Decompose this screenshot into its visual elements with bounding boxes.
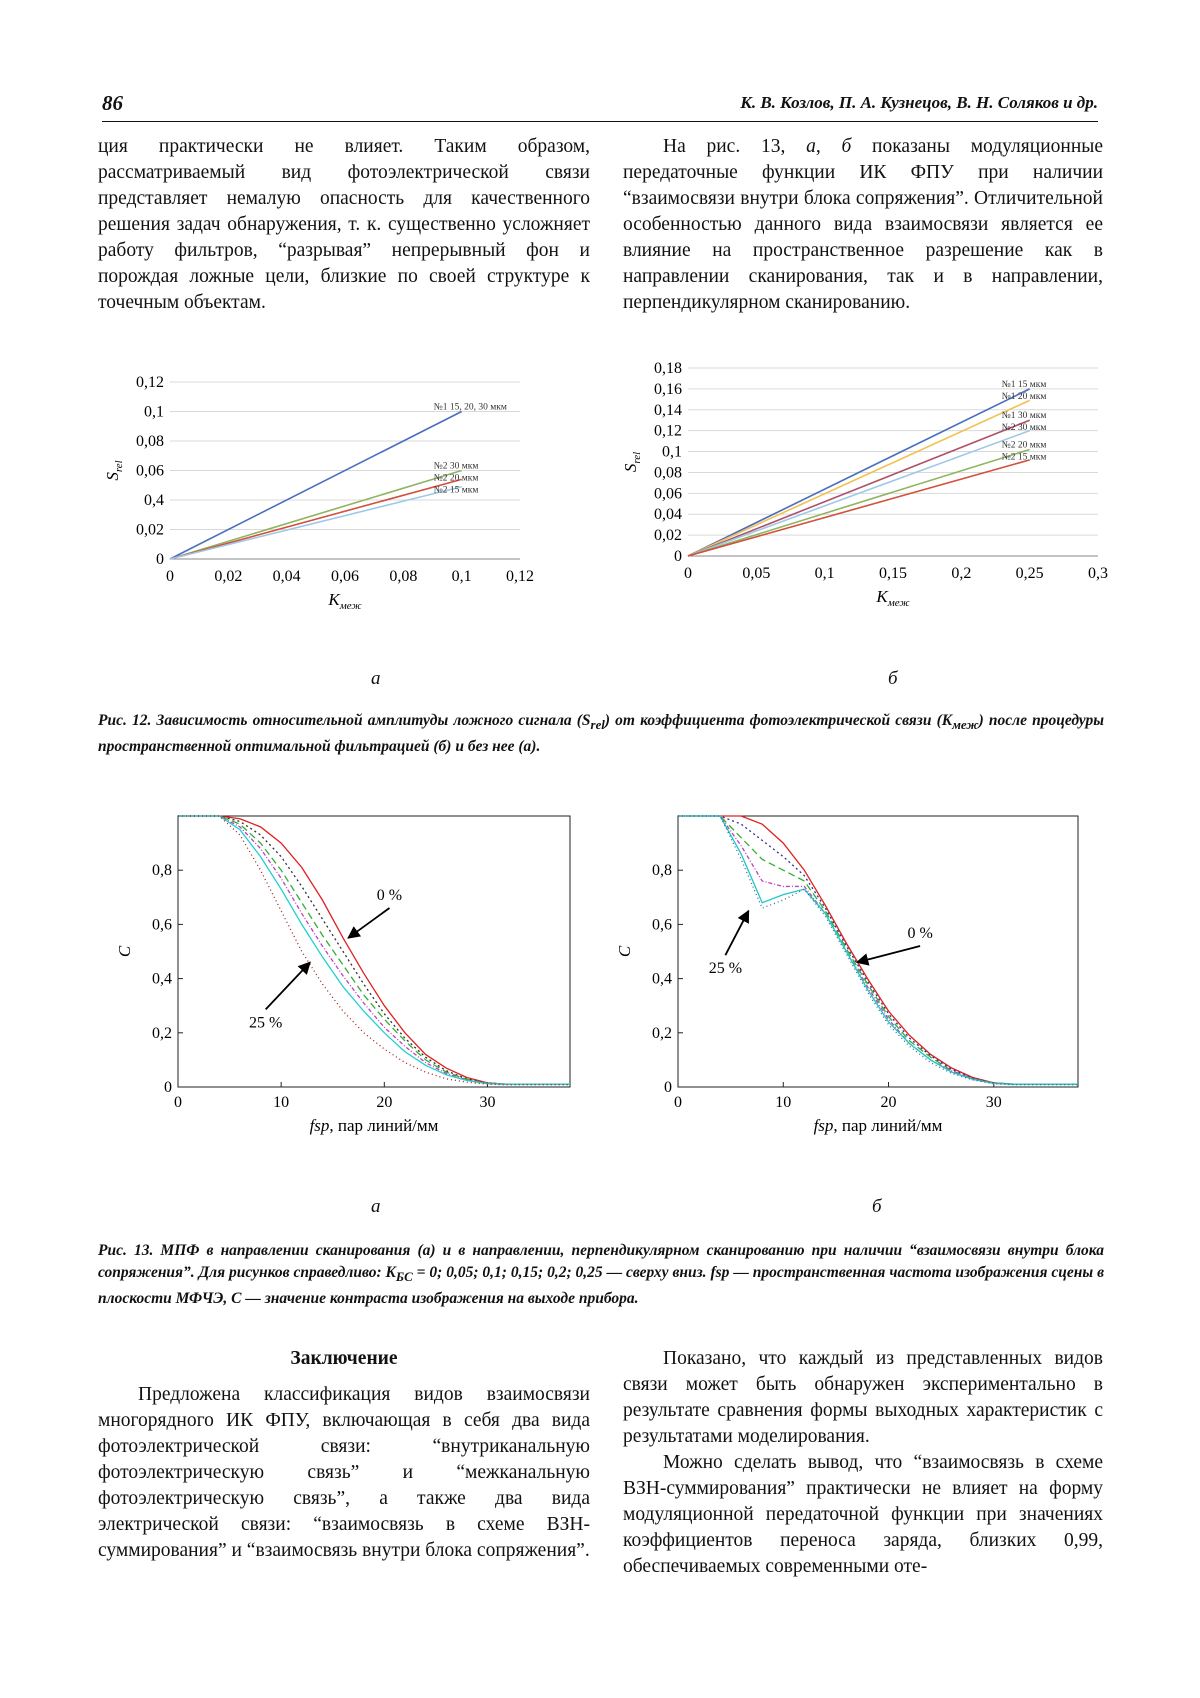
series-label: №2 15 мкм [1001,452,1047,463]
plot-frame [178,816,570,1087]
series-line [170,487,462,559]
series-line [178,816,570,1084]
top-left-paragraph: ция практически не влияет. Таким образом, рассматриваемый вид фотоэлектрической связи представляет немалую опасность для качественного решения задач обнаружения, т. к. существенно усложняет работу фильтров, “разрывая” непрерывный фон и порождая ложные цели, близкие по своей структуре к точечным объектам. [98,136,590,313]
annotation-arrow [857,946,920,962]
series-line [178,816,570,1084]
x-tick-label: 0 [166,568,174,585]
conclusion-right-paragraph-1: Показано, что каждый из представленных видов связи может быть обнаружен экспериментально в результате сравнения формы выходных характеристик с результатами моделирования. [623,1348,1103,1447]
y-axis-label: $S_{rel}$ [621,451,643,473]
figure-12b-chart [608,355,1108,655]
y-tick-label: 0,4 [152,970,172,988]
x-tick-label: 0,04 [272,568,301,585]
series-line [678,816,1078,1084]
y-tick-label: 0,08 [136,433,164,450]
header-rule [102,121,1098,122]
series-line [178,816,570,1084]
y-tick-label: 0,6 [652,916,672,934]
y-tick-label: 0,1 [662,443,682,461]
y-tick-label: 0,14 [654,401,682,419]
series-label: №1 20 мкм [1001,391,1047,402]
series-line [170,479,462,559]
series-line [170,412,462,560]
x-tick-label: 20 [880,1094,897,1111]
fig12-sublabel-a: а [371,668,381,689]
series-line [678,816,1078,1084]
series-line [678,816,1078,1084]
x-tick-label: 0 [684,565,692,582]
series-label: №2 15 мкм [433,485,479,496]
fig12-sublabel-b: б [888,668,898,689]
y-tick-label: 0,08 [654,464,682,482]
series-label: №1 30 мкм [1001,411,1047,422]
fig13-sublabel-a: а [371,1196,381,1217]
running-header-authors: К. В. Козлов, П. А. Кузнецов, В. Н. Соляков и др. [740,93,1098,112]
y-tick-label: 0,1 [144,403,164,421]
y-axis-label: C [115,945,134,958]
x-tick-label: 0,15 [879,565,907,582]
series-line [178,816,570,1084]
plot-frame [678,816,1078,1087]
series-line [688,420,1030,556]
annotation-label: 0 % [376,887,403,905]
x-tick-label: 0 [174,1094,182,1111]
conclusion-left-column [98,1346,590,1564]
y-tick-label: 0,02 [136,521,164,539]
conclusion-heading: Заключение [290,1348,398,1369]
series-label: №2 30 мкм [1001,423,1047,434]
conclusion-right-column [623,1346,1103,1580]
annotation-arrow [348,908,389,938]
series-line [178,816,570,1085]
y-axis-label: C [615,945,634,958]
x-tick-label: 30 [985,1094,1002,1111]
series-line [170,471,462,560]
x-axis-label: $K_{меж}$ [876,587,910,609]
series-line [678,816,1078,1085]
x-tick-label: 0,05 [742,565,771,582]
series-label: №1 15 мкм [1001,379,1047,390]
y-tick-label: 0,12 [654,422,682,440]
annotation-arrow [266,962,310,1009]
x-tick-label: 0,12 [506,568,534,585]
y-tick-label: 0,4 [652,970,672,988]
y-axis-label: $S_{rel}$ [103,460,125,481]
annotation-arrow [725,911,748,955]
annotation-label: 25 % [249,1014,283,1032]
series-line [688,449,1030,556]
y-tick-label: 0,06 [654,485,682,503]
y-tick-label: 0 [156,551,164,568]
x-tick-label: 0 [674,1094,682,1111]
top-right-paragraph: На рис. 13, а, б показаны модуляционные передаточные функции ИК ФПУ при наличии “взаимосвязи внутри блока сопряжения”. Отличительной особенностью данного вида взаимосвязи является ее влияние на пространственное разрешение как в направлении сканирования, так и в направлении, перпендикулярном сканированию. [623,136,1104,313]
x-tick-label: 20 [376,1094,393,1111]
y-tick-label: 0,2 [152,1024,172,1042]
y-tick-label: 0,16 [654,380,682,398]
y-tick-label: 0 [674,548,682,565]
series-line [688,460,1030,556]
figure-13b-chart [608,800,1108,1190]
x-tick-label: 0,1 [814,565,835,582]
x-tick-label: 0,02 [214,568,243,585]
series-line [688,400,1030,556]
y-tick-label: 0 [164,1079,172,1096]
y-tick-label: 0,6 [152,916,172,934]
series-line [678,816,1078,1084]
y-tick-label: 0,4 [144,492,164,509]
series-line [678,816,1078,1084]
y-tick-label: 0,04 [654,506,682,524]
figure-13a-chart [100,800,600,1190]
conclusion-left-paragraph: Предложена классификация видов взаимосвязи многорядного ИК ФПУ, включающая в себя два вида фотоэлектрической связи: “внутриканальную фотоэлектрическую связь” и “межканальную фотоэлектрическую связь”, а также два вида электрической связи: “взаимосвязь в схеме ВЗН-суммирования” и “взаимосвязь внутри блока сопряжения”. [98,1384,590,1561]
x-tick-label: 10 [273,1094,290,1111]
top-left-column [98,134,590,316]
annotation-label: 0 % [907,924,933,942]
top-right-column [623,134,1103,316]
x-tick-label: 0,1 [451,568,472,585]
y-tick-label: 0,8 [152,862,172,880]
series-label: №2 30 мкм [433,461,479,472]
x-tick-label: 0,2 [951,565,972,582]
x-tick-label: 0,06 [331,568,359,585]
y-tick-label: 0,12 [136,374,164,391]
y-tick-label: 0 [664,1079,672,1096]
x-axis-label: fsp, пар линий/мм [813,1116,943,1135]
annotation-label: 25 % [708,960,743,978]
fig13-sublabel-b: б [872,1196,882,1217]
y-tick-label: 0,8 [652,862,672,880]
figure-13-caption: Рис. 13. МПФ в направлении сканирования (а) и в направлении, перпендикулярном сканированию при наличии “взаимосвязи внутри блока сопряжения”. Для рисунков справедливо: $K_{БС} = 0$; 0,05; 0,1; 0,15; 0,2; 0,25 — сверху вниз. fsp — пространственная частота изображения сцены в плоскости МФЧЭ, C — значение контраста изображения на выходе прибора. [98,1242,1104,1308]
conclusion-right-paragraph-2: Можно сделать вывод, что “взаимосвязь в схеме ВЗН-суммирования” практически не влияет на форму модуляционной передаточной функции при значениях коэффициентов переноса заряда, близких 0,99, обеспечиваемых современными оте- [623,1452,1103,1577]
series-line [178,816,570,1084]
x-tick-label: 0,08 [389,568,418,585]
series-label: №2 20 мкм [1001,440,1047,451]
figure-12-caption: Рис. 12. Зависимость относительной амплитуды ложного сигнала $(S_{rel})$ от коэффициента фотоэлектрической связи $(K_{меж})$ после процедуры пространственной оптимальной фильтрацией (б) и без нее (а). [98,712,1104,756]
x-tick-label: 10 [775,1094,792,1111]
x-tick-label: 30 [479,1094,496,1111]
x-axis-label: fsp, пар линий/мм [309,1116,439,1135]
x-axis-label: $K_{меж}$ [328,590,362,612]
page-number: 86 [102,91,123,115]
figure-12a-chart [100,355,600,655]
series-label: №1 15, 20, 30 мкм [433,402,507,413]
x-tick-label: 0,3 [1088,565,1108,582]
x-tick-label: 0,25 [1015,565,1044,582]
y-tick-label: 0,06 [136,462,164,480]
y-tick-label: 0,2 [652,1024,672,1042]
series-label: №2 20 мкм [433,473,479,484]
y-tick-label: 0,18 [654,360,682,377]
y-tick-label: 0,02 [654,527,682,545]
